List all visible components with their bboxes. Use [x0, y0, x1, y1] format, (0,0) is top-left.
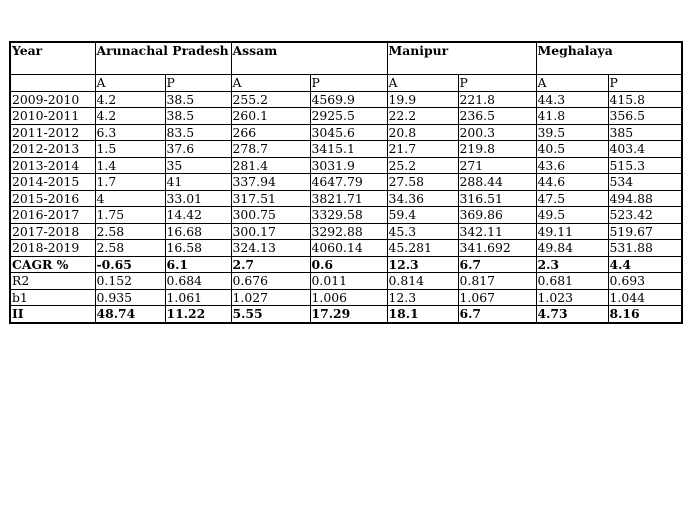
sub-header-p: P: [608, 75, 682, 92]
summary-value-cell: 18.1: [387, 306, 458, 323]
sub-header-a: A: [536, 75, 608, 92]
summary-value-cell: 12.3: [387, 289, 458, 306]
summary-value-cell: 48.74: [95, 306, 165, 323]
year-cell: 2009-2010: [10, 91, 95, 108]
value-cell: 2.58: [95, 240, 165, 257]
value-cell: 40.5: [536, 141, 608, 158]
sub-header-a: A: [231, 75, 310, 92]
value-cell: 44.6: [536, 174, 608, 191]
sub-header-p: P: [165, 75, 231, 92]
value-cell: 38.5: [165, 108, 231, 125]
value-cell: 3329.58: [310, 207, 387, 224]
summary-value-cell: -0.65: [95, 256, 165, 273]
summary-value-cell: 0.684: [165, 273, 231, 290]
summary-row: [10, 273, 682, 290]
value-cell: 47.5: [536, 190, 608, 207]
value-cell: 415.8: [608, 91, 682, 108]
value-cell: 49.5: [536, 207, 608, 224]
summary-value-cell: 0.814: [387, 273, 458, 290]
value-cell: 281.4: [231, 157, 310, 174]
value-cell: 369.86: [458, 207, 536, 224]
value-cell: 39.5: [536, 124, 608, 141]
value-cell: 4569.9: [310, 91, 387, 108]
value-cell: 49.11: [536, 223, 608, 240]
year-cell: 2012-2013: [10, 141, 95, 158]
summary-value-cell: 6.7: [458, 256, 536, 273]
value-cell: 22.2: [387, 108, 458, 125]
value-cell: 531.88: [608, 240, 682, 257]
year-cell: 2011-2012: [10, 124, 95, 141]
table-row: [10, 223, 682, 240]
summary-value-cell: 2.7: [231, 256, 310, 273]
summary-value-cell: 5.55: [231, 306, 310, 323]
value-cell: 37.6: [165, 141, 231, 158]
year-cell: 2013-2014: [10, 157, 95, 174]
value-cell: 341.692: [458, 240, 536, 257]
state-header-manipur: Manipur: [387, 42, 536, 75]
state-header-row: [10, 42, 682, 75]
summary-value-cell: 8.16: [608, 306, 682, 323]
value-cell: 41: [165, 174, 231, 191]
summary-value-cell: 1.023: [536, 289, 608, 306]
state-header-meghalaya: Meghalaya: [536, 42, 682, 75]
value-cell: 523.42: [608, 207, 682, 224]
value-cell: 45.3: [387, 223, 458, 240]
value-cell: 3031.9: [310, 157, 387, 174]
summary-row: [10, 306, 682, 323]
sub-header-a: A: [95, 75, 165, 92]
summary-value-cell: 6.7: [458, 306, 536, 323]
summary-value-cell: 0.6: [310, 256, 387, 273]
value-cell: 16.58: [165, 240, 231, 257]
summary-value-cell: 0.817: [458, 273, 536, 290]
value-cell: 41.8: [536, 108, 608, 125]
year-cell: 2016-2017: [10, 207, 95, 224]
summary-value-cell: 4.4: [608, 256, 682, 273]
value-cell: 49.84: [536, 240, 608, 257]
value-cell: 43.6: [536, 157, 608, 174]
table-row: [10, 124, 682, 141]
sub-header-blank: [10, 75, 95, 92]
value-cell: 2925.5: [310, 108, 387, 125]
value-cell: 14.42: [165, 207, 231, 224]
value-cell: 515.3: [608, 157, 682, 174]
summary-value-cell: 1.067: [458, 289, 536, 306]
value-cell: 45.281: [387, 240, 458, 257]
value-cell: 1.75: [95, 207, 165, 224]
summary-value-cell: 11.22: [165, 306, 231, 323]
value-cell: 300.75: [231, 207, 310, 224]
value-cell: 4060.14: [310, 240, 387, 257]
summary-value-cell: 1.061: [165, 289, 231, 306]
value-cell: 3292.88: [310, 223, 387, 240]
value-cell: 21.7: [387, 141, 458, 158]
year-header: Year: [10, 42, 95, 75]
table-row: [10, 240, 682, 257]
value-cell: 1.5: [95, 141, 165, 158]
table-row: [10, 157, 682, 174]
summary-value-cell: 1.006: [310, 289, 387, 306]
value-cell: 300.17: [231, 223, 310, 240]
table-row: [10, 207, 682, 224]
year-cell: 2014-2015: [10, 174, 95, 191]
value-cell: 35: [165, 157, 231, 174]
value-cell: 337.94: [231, 174, 310, 191]
value-cell: 20.8: [387, 124, 458, 141]
value-cell: 271: [458, 157, 536, 174]
state-header-arunachal: Arunachal Pradesh: [95, 42, 231, 75]
value-cell: 4.2: [95, 108, 165, 125]
year-cell: 2015-2016: [10, 190, 95, 207]
year-cell: 2010-2011: [10, 108, 95, 125]
sub-header-row: [10, 75, 682, 92]
value-cell: 255.2: [231, 91, 310, 108]
summary-value-cell: 4.73: [536, 306, 608, 323]
value-cell: 221.8: [458, 91, 536, 108]
value-cell: 260.1: [231, 108, 310, 125]
value-cell: 534: [608, 174, 682, 191]
value-cell: 2.58: [95, 223, 165, 240]
summary-value-cell: 1.044: [608, 289, 682, 306]
value-cell: 27.58: [387, 174, 458, 191]
summary-label: R2: [10, 273, 95, 290]
value-cell: 317.51: [231, 190, 310, 207]
value-cell: 4: [95, 190, 165, 207]
value-cell: 1.7: [95, 174, 165, 191]
summary-value-cell: 17.29: [310, 306, 387, 323]
value-cell: 19.9: [387, 91, 458, 108]
summary-value-cell: 0.011: [310, 273, 387, 290]
summary-row: [10, 289, 682, 306]
table-row: [10, 108, 682, 125]
summary-value-cell: 0.935: [95, 289, 165, 306]
value-cell: 16.68: [165, 223, 231, 240]
table-row: [10, 141, 682, 158]
value-cell: 4.2: [95, 91, 165, 108]
summary-label: b1: [10, 289, 95, 306]
data-table-container: [9, 41, 683, 324]
value-cell: 519.67: [608, 223, 682, 240]
summary-value-cell: 12.3: [387, 256, 458, 273]
state-header-assam: Assam: [231, 42, 387, 75]
year-cell: 2017-2018: [10, 223, 95, 240]
value-cell: 403.4: [608, 141, 682, 158]
production-area-table: [9, 41, 683, 324]
value-cell: 34.36: [387, 190, 458, 207]
value-cell: 316.51: [458, 190, 536, 207]
table-row: [10, 190, 682, 207]
value-cell: 44.3: [536, 91, 608, 108]
summary-label: II: [10, 306, 95, 323]
value-cell: 33.01: [165, 190, 231, 207]
summary-value-cell: 0.152: [95, 273, 165, 290]
value-cell: 83.5: [165, 124, 231, 141]
value-cell: 342.11: [458, 223, 536, 240]
value-cell: 356.5: [608, 108, 682, 125]
year-cell: 2018-2019: [10, 240, 95, 257]
value-cell: 200.3: [458, 124, 536, 141]
value-cell: 3415.1: [310, 141, 387, 158]
value-cell: 4647.79: [310, 174, 387, 191]
summary-row: [10, 256, 682, 273]
value-cell: 25.2: [387, 157, 458, 174]
sub-header-p: P: [310, 75, 387, 92]
value-cell: 236.5: [458, 108, 536, 125]
summary-value-cell: 0.676: [231, 273, 310, 290]
table-row: [10, 174, 682, 191]
sub-header-a: A: [387, 75, 458, 92]
value-cell: 6.3: [95, 124, 165, 141]
summary-value-cell: 6.1: [165, 256, 231, 273]
summary-value-cell: 0.693: [608, 273, 682, 290]
value-cell: 38.5: [165, 91, 231, 108]
value-cell: 59.4: [387, 207, 458, 224]
value-cell: 385: [608, 124, 682, 141]
value-cell: 219.8: [458, 141, 536, 158]
summary-value-cell: 0.681: [536, 273, 608, 290]
summary-value-cell: 2.3: [536, 256, 608, 273]
table-row: [10, 91, 682, 108]
value-cell: 278.7: [231, 141, 310, 158]
value-cell: 494.88: [608, 190, 682, 207]
sub-header-p: P: [458, 75, 536, 92]
summary-value-cell: 1.027: [231, 289, 310, 306]
value-cell: 3045.6: [310, 124, 387, 141]
value-cell: 324.13: [231, 240, 310, 257]
value-cell: 1.4: [95, 157, 165, 174]
summary-label: CAGR %: [10, 256, 95, 273]
value-cell: 288.44: [458, 174, 536, 191]
value-cell: 3821.71: [310, 190, 387, 207]
value-cell: 266: [231, 124, 310, 141]
